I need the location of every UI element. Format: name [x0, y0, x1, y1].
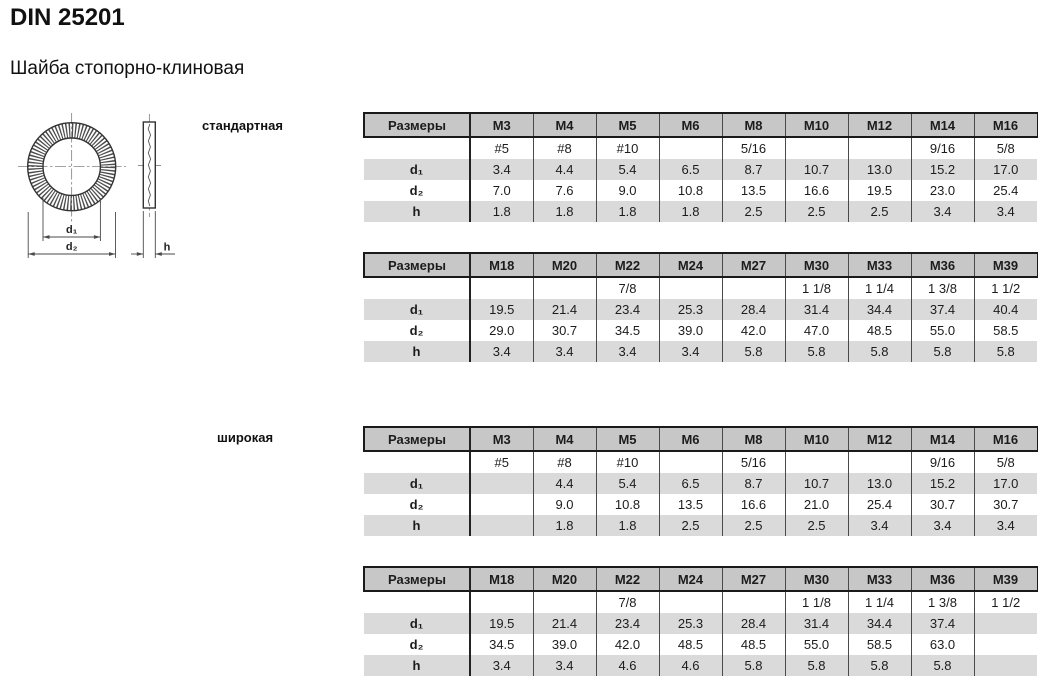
page-subtitle: Шайба стопорно-клиновая	[10, 58, 245, 79]
value-cell: 47.0	[785, 320, 848, 341]
size-header: M27	[722, 567, 785, 591]
value-cell: 40.4	[974, 299, 1037, 320]
value-cell: 34.4	[848, 613, 911, 634]
value-cell	[974, 613, 1037, 634]
value-cell: #8	[533, 451, 596, 473]
table-row	[364, 299, 1037, 320]
value-cell: 13.5	[722, 180, 785, 201]
table-row	[364, 277, 1037, 299]
row-label: d₂	[409, 497, 424, 512]
row-label: d₁	[364, 299, 470, 320]
value-cell: 21.4	[533, 299, 596, 320]
value-cell: 34.4	[848, 299, 911, 320]
value-cell	[848, 137, 911, 159]
row-label	[364, 277, 470, 299]
table-row	[364, 341, 1037, 362]
sizes-column-header: Размеры	[364, 427, 470, 451]
table-header-row	[364, 427, 1037, 451]
value-cell: 2.5	[659, 515, 722, 536]
value-cell: 1.8	[596, 201, 659, 222]
table-row	[364, 613, 1037, 634]
size-header: M30	[785, 253, 848, 277]
dimension-h-label: h	[163, 241, 171, 254]
value-cell: 1 1/4	[848, 591, 911, 613]
spec-table	[363, 426, 1038, 536]
size-header: M36	[911, 253, 974, 277]
value-cell: 48.5	[659, 634, 722, 655]
value-cell: 5/8	[974, 451, 1037, 473]
value-cell: 1 1/2	[974, 277, 1037, 299]
value-cell: 17.0	[974, 473, 1037, 494]
table-row	[364, 320, 1037, 341]
size-header: M39	[974, 253, 1037, 277]
value-cell: 31.4	[785, 613, 848, 634]
size-header: M4	[533, 427, 596, 451]
value-cell: 3.4	[533, 341, 596, 362]
value-cell: 4.6	[596, 655, 659, 676]
size-header: M33	[848, 567, 911, 591]
row-label: d₁	[364, 613, 470, 634]
size-header: M16	[974, 427, 1037, 451]
value-cell: 34.5	[470, 634, 533, 655]
value-cell: 3.4	[596, 341, 659, 362]
size-header: M14	[911, 427, 974, 451]
value-cell: 5/16	[722, 451, 785, 473]
table-row	[364, 634, 1037, 655]
value-cell: 7.6	[533, 180, 596, 201]
row-label	[364, 451, 470, 473]
sizes-column-header: Размеры	[364, 113, 470, 137]
value-cell: 15.2	[911, 159, 974, 180]
value-cell: 1 3/8	[911, 277, 974, 299]
size-header: M16	[974, 113, 1037, 137]
value-cell: 3.4	[533, 655, 596, 676]
size-header: M33	[848, 253, 911, 277]
value-cell	[659, 137, 722, 159]
row-label: d₂	[409, 323, 424, 338]
value-cell: 3.4	[974, 201, 1037, 222]
row-label: d₁	[364, 159, 470, 180]
size-header: M24	[659, 253, 722, 277]
value-cell: 5/8	[974, 137, 1037, 159]
size-header: M12	[848, 113, 911, 137]
value-cell: 1 1/8	[785, 277, 848, 299]
value-cell: 21.0	[785, 494, 848, 515]
size-header: M6	[659, 427, 722, 451]
value-cell	[848, 451, 911, 473]
size-header: M20	[533, 567, 596, 591]
table-row	[364, 591, 1037, 613]
value-cell: 30.7	[911, 494, 974, 515]
value-cell	[470, 473, 533, 494]
wide-table-m18-m39	[363, 566, 1038, 676]
value-cell: 10.8	[596, 494, 659, 515]
wide-table-m3-m16	[363, 426, 1038, 536]
value-cell	[470, 277, 533, 299]
size-header: M10	[785, 427, 848, 451]
value-cell: 58.5	[974, 320, 1037, 341]
table-row	[364, 451, 1037, 473]
value-cell: 13.5	[659, 494, 722, 515]
value-cell: 55.0	[911, 320, 974, 341]
value-cell: 3.4	[470, 341, 533, 362]
value-cell: 5.8	[848, 341, 911, 362]
value-cell: 25.4	[848, 494, 911, 515]
value-cell: 3.4	[659, 341, 722, 362]
value-cell: 1.8	[470, 201, 533, 222]
table-header-row	[364, 113, 1037, 137]
size-header: M22	[596, 253, 659, 277]
value-cell	[659, 451, 722, 473]
value-cell: 25.3	[659, 613, 722, 634]
value-cell: 7/8	[596, 591, 659, 613]
value-cell: 16.6	[722, 494, 785, 515]
value-cell	[470, 591, 533, 613]
spec-table	[363, 566, 1038, 676]
size-header: M5	[596, 427, 659, 451]
table-row	[364, 655, 1037, 676]
value-cell: 5/16	[722, 137, 785, 159]
value-cell: 3.4	[848, 515, 911, 536]
table-row	[364, 201, 1037, 222]
value-cell: 10.7	[785, 473, 848, 494]
value-cell: 7.0	[470, 180, 533, 201]
value-cell: 9/16	[911, 451, 974, 473]
sizes-column-header: Размеры	[364, 253, 470, 277]
value-cell	[785, 137, 848, 159]
value-cell: 1 3/8	[911, 591, 974, 613]
size-header: M5	[596, 113, 659, 137]
value-cell: 23.0	[911, 180, 974, 201]
value-cell: 2.5	[722, 515, 785, 536]
size-header: M36	[911, 567, 974, 591]
size-header: M18	[470, 567, 533, 591]
value-cell	[659, 277, 722, 299]
dimension-d2-label: d₂	[65, 241, 78, 253]
value-cell: 2.5	[848, 201, 911, 222]
value-cell: 9.0	[596, 180, 659, 201]
value-cell: 29.0	[470, 320, 533, 341]
value-cell: 23.4	[596, 299, 659, 320]
value-cell: 1 1/2	[974, 591, 1037, 613]
size-header: M6	[659, 113, 722, 137]
size-header: M4	[533, 113, 596, 137]
table-row	[364, 180, 1037, 201]
value-cell: 30.7	[974, 494, 1037, 515]
table-row	[364, 137, 1037, 159]
row-label: d₁	[364, 473, 470, 494]
value-cell: 5.4	[596, 159, 659, 180]
value-cell: 3.4	[911, 515, 974, 536]
row-label: h	[364, 201, 470, 222]
row-label	[364, 591, 470, 613]
value-cell: 5.8	[785, 341, 848, 362]
size-header: M8	[722, 427, 785, 451]
size-header: M3	[470, 113, 533, 137]
value-cell: 39.0	[533, 634, 596, 655]
value-cell	[722, 591, 785, 613]
value-cell: 2.5	[785, 201, 848, 222]
value-cell: 9.0	[533, 494, 596, 515]
value-cell: 19.5	[470, 613, 533, 634]
value-cell: 10.8	[659, 180, 722, 201]
value-cell	[470, 494, 533, 515]
value-cell: 15.2	[911, 473, 974, 494]
value-cell	[659, 591, 722, 613]
size-header: M39	[974, 567, 1037, 591]
value-cell: 10.7	[785, 159, 848, 180]
value-cell	[722, 277, 785, 299]
value-cell: 8.7	[722, 159, 785, 180]
value-cell: 5.4	[596, 473, 659, 494]
value-cell: 5.8	[974, 341, 1037, 362]
value-cell: 1.8	[533, 515, 596, 536]
value-cell: 2.5	[722, 201, 785, 222]
table-row	[364, 515, 1037, 536]
value-cell: 37.4	[911, 613, 974, 634]
row-label	[364, 137, 470, 159]
value-cell: 13.0	[848, 473, 911, 494]
size-header: M12	[848, 427, 911, 451]
value-cell: 19.5	[848, 180, 911, 201]
size-header: M30	[785, 567, 848, 591]
value-cell	[974, 655, 1037, 676]
value-cell: #8	[533, 137, 596, 159]
value-cell: 30.7	[533, 320, 596, 341]
washer-drawing	[10, 105, 350, 270]
value-cell: 21.4	[533, 613, 596, 634]
standard-table-m18-m39	[363, 252, 1038, 362]
row-label: d₂	[409, 183, 424, 198]
value-cell: 3.4	[470, 655, 533, 676]
value-cell: 48.5	[722, 634, 785, 655]
table-row	[364, 473, 1037, 494]
spec-table	[363, 252, 1038, 362]
value-cell: 8.7	[722, 473, 785, 494]
value-cell: 4.4	[533, 159, 596, 180]
sizes-column-header: Размеры	[364, 567, 470, 591]
size-header: M22	[596, 567, 659, 591]
size-header: M20	[533, 253, 596, 277]
variant-label-standard: стандартная	[202, 118, 283, 133]
value-cell: 4.6	[659, 655, 722, 676]
table-header-row	[364, 253, 1037, 277]
value-cell: 25.3	[659, 299, 722, 320]
value-cell: 6.5	[659, 159, 722, 180]
row-label: d₂	[409, 637, 424, 652]
value-cell: 19.5	[470, 299, 533, 320]
washer-side-view	[138, 114, 161, 217]
size-header: M8	[722, 113, 785, 137]
value-cell: 13.0	[848, 159, 911, 180]
value-cell: 55.0	[785, 634, 848, 655]
table-row	[364, 494, 1037, 515]
value-cell: 25.4	[974, 180, 1037, 201]
value-cell: 5.8	[785, 655, 848, 676]
value-cell	[533, 591, 596, 613]
value-cell: 5.8	[911, 655, 974, 676]
value-cell: 28.4	[722, 299, 785, 320]
page-title: DIN 25201	[10, 4, 125, 31]
value-cell: 5.8	[722, 655, 785, 676]
value-cell: 5.8	[848, 655, 911, 676]
value-cell: 63.0	[911, 634, 974, 655]
dimension-d1-label: d₁	[66, 224, 78, 236]
size-header: M14	[911, 113, 974, 137]
value-cell: 28.4	[722, 613, 785, 634]
size-header: M10	[785, 113, 848, 137]
value-cell: 5.8	[911, 341, 974, 362]
value-cell: 3.4	[470, 159, 533, 180]
value-cell: 39.0	[659, 320, 722, 341]
value-cell: 16.6	[785, 180, 848, 201]
value-cell	[533, 277, 596, 299]
size-header: M18	[470, 253, 533, 277]
size-header: M3	[470, 427, 533, 451]
value-cell: #10	[596, 451, 659, 473]
row-label: h	[364, 341, 470, 362]
row-label: h	[364, 655, 470, 676]
value-cell: 9/16	[911, 137, 974, 159]
value-cell: 48.5	[848, 320, 911, 341]
size-header: M24	[659, 567, 722, 591]
value-cell: 7/8	[596, 277, 659, 299]
variant-label-wide: широкая	[217, 430, 274, 445]
value-cell: 1.8	[659, 201, 722, 222]
value-cell: 37.4	[911, 299, 974, 320]
size-header: M27	[722, 253, 785, 277]
value-cell	[785, 451, 848, 473]
value-cell: 3.4	[911, 201, 974, 222]
value-cell: 34.5	[596, 320, 659, 341]
spec-table	[363, 112, 1038, 222]
value-cell: #5	[470, 137, 533, 159]
value-cell: 23.4	[596, 613, 659, 634]
value-cell: 17.0	[974, 159, 1037, 180]
value-cell: 58.5	[848, 634, 911, 655]
value-cell: 1 1/4	[848, 277, 911, 299]
value-cell: 1.8	[596, 515, 659, 536]
value-cell: 5.8	[722, 341, 785, 362]
value-cell: 31.4	[785, 299, 848, 320]
value-cell: 1.8	[533, 201, 596, 222]
value-cell	[974, 634, 1037, 655]
standard-table-m3-m16	[363, 112, 1038, 222]
value-cell: 3.4	[974, 515, 1037, 536]
value-cell: 2.5	[785, 515, 848, 536]
value-cell: 4.4	[533, 473, 596, 494]
value-cell: 42.0	[722, 320, 785, 341]
value-cell: #10	[596, 137, 659, 159]
table-header-row	[364, 567, 1037, 591]
value-cell: 1 1/8	[785, 591, 848, 613]
row-label: h	[364, 515, 470, 536]
table-row	[364, 159, 1037, 180]
value-cell	[470, 515, 533, 536]
value-cell: 42.0	[596, 634, 659, 655]
value-cell: #5	[470, 451, 533, 473]
value-cell: 6.5	[659, 473, 722, 494]
